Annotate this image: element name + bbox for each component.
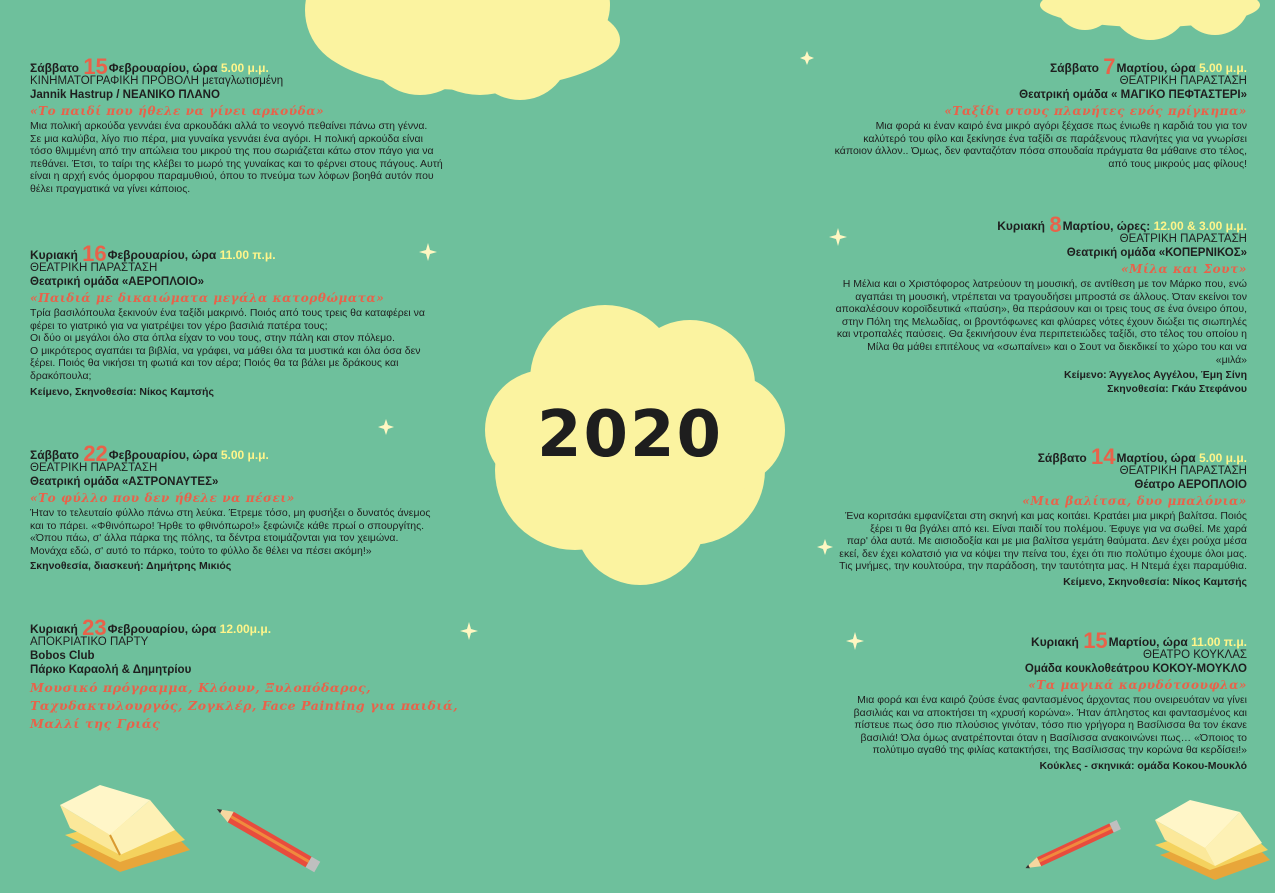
book-icon (1155, 800, 1270, 880)
top-right-cloud (1040, 0, 1260, 40)
event-mar-15 (745, 628, 1247, 773)
event-group: Θεατρική ομάδα «ΑΕΡΟΠΛΟΙΟ» (30, 276, 205, 288)
event-group: Bobos Club (30, 650, 95, 662)
event-feb-22 (30, 441, 510, 573)
event-group: Θέατρο ΑΕΡΟΠΛΟΙΟ (1134, 479, 1247, 491)
event-date: Σάββατο 14Μαρτίου, ώρα 5.00 μ.μ. (1037, 444, 1247, 469)
event-title: «Το παιδί που ήθελε να γίνει αρκούδα» (30, 104, 325, 118)
event-date: Κυριακή 15Μαρτίου, ώρα 11.00 π.μ. (1031, 628, 1247, 653)
event-group: Θεατρική ομάδα «ΚΟΠΕΡΝΙΚΟΣ» (1066, 247, 1247, 259)
pencil-icon (1023, 820, 1121, 873)
event-description: Η Μέλια και ο Χριστόφορος λατρεύουν τη μουσική, σε αντίθεση με τον Μάρκο που, ενώ αγαπάει τη μουσική, ντρέπεται να τραγουδήσει μπροστά σε άλλους. Όταν εκείνοι τον αποκαλέσουν κοροϊδευτικά «παύση», θα περάσουν και οι τρεις τους σε ένα όνειρο όπου, στην Πόλη της Μελωδίας, οι βροντόφωνες και φλύαρες νότες έχουν διώξει τις σιωπηλές και ντροπαλές παύσεις. Θα ξεκινήσουν ένα περιπετειώδες ταξίδι, στο τέλος του οποίου η Μίλα θα μάθει επιτέλους να «σωπαίνει» και ο Σουτ να διεκδικεί το χώρο του και να «μιλά» (835, 278, 1247, 366)
event-title: «Μια βαλίτσα, δυο μπαλόνια» (1022, 494, 1247, 508)
event-title: «Παιδιά με δικαιώματα μεγάλα κατορθώματα» (30, 291, 385, 305)
event-category: ΚΙΝΗΜΑΤΟΓΡΑΦΙΚΗ ΠΡΟΒΟΛΗ μεταγλωτισμένη (30, 75, 284, 87)
book-icon (60, 785, 190, 872)
event-credit: Κείμενο, Σκηνοθεσία: Νίκος Καμτσής (1063, 575, 1247, 588)
event-date: Κυριακή 16Φεβρουαρίου, ώρα 11.00 π.μ. (30, 241, 276, 266)
event-feb-16 (30, 241, 510, 399)
event-title: «Το φύλλο που δεν ήθελε να πέσει» (30, 491, 295, 505)
event-description: Μια φορά κι έναν καιρό ένα μικρό αγόρι ξέχασε πως ένιωθε η καρδιά του για τον καλύτερό του φίλο και ξεκίνησε ένα ταξίδι σε παράξενους πλανήτες για να γνωρίσει κάποιον άλλον.. Όμως, δεν φανταζόταν πόσα σπουδαία πράγματα θα μάθαινε στο τέλος, από τους μικρούς μας φίλους! (834, 120, 1247, 170)
event-category: ΘΕΑΤΡΙΚΗ ΠΑΡΑΣΤΑΣΗ (1119, 75, 1247, 87)
event-group: Ομάδα κουκλοθεάτρου ΚΟΚΟΥ-ΜΟΥΚΛΟ (1024, 663, 1247, 675)
event-title: «Τα μαγικά καρυδότσουφλα» (1028, 678, 1247, 692)
event-credit: Κούκλες - σκηνικά: ομάδα Κοκου-Μουκλό (1039, 759, 1247, 772)
event-description: Τρία βασιλόπουλα ξεκινούν ένα ταξίδι μακρινό. Ποιός από τους τρεις θα καταφέρει να φέρει το γιατρικό για να γιατρέψει τον γέρο βασιλιά πατέρα τους; Οι δύο οι μεγάλοι όλο στα όπλα είχαν το νου τους, στην πάλη και στον πόλεμο. Ο μικρότερος αγαπάει τα βιβλία, να γράφει, να μάθει όλα τα μυστικά και όλα όσα δεν ξέρει. Ποιός θα νικήσει τη φωτιά και τον αέρα; Ποιός θα τα βάλει με δράκους και δρακόπουλα; (30, 307, 425, 382)
event-mar-8 (745, 212, 1247, 396)
event-description: Ένα κοριτσάκι εμφανίζεται στη σκηνή και μας κοιτάει. Κρατάει μια μικρή βαλίτσα. Ποιός ξέρει τι θα βγάλει από κει. Είναι παιδί του πολέμου. Έφυγε για να σωθεί. Με χαρά παρ' όλα αυτά. Με αισιοδοξία και με μια βαλίτσα γεμάτη θαύματα. Δεν έχει ρούχα μέσα εκεί, δεν έχει κολατσιό για να κόψει την πείνα του, έχει ότι πιο πολύτιμο έχουμε όλοι μας. Τις μνήμες, την κουλτούρα, την παράδοση, την ταυτότητα μας. Η Ντεμά έχει παραμύθια. (839, 510, 1247, 573)
event-mar-14 (745, 444, 1247, 589)
event-description: Ήταν το τελευταίο φύλλο πάνω στη λεύκα. Έτρεμε τόσο, μη φυσήξει ο δυνατός άνεμος και το πάρει. «Φθινόπωρο! Ήρθε το φθινόπωρο!» ξεφώνιζε κάθε πρωί ο σπουργίτης. «Όπου πάω, σ' άλλα πάρκα της πόλης, τα δέντρα ετοιμάζονται για τον χειμώνα. Μονάχα εδώ, σ' αυτό το πάρκο, τούτο το φύλλο δε θέλει να πέσει ακόμη!» (30, 507, 431, 557)
event-category: ΘΕΑΤΡΙΚΗ ΠΑΡΑΣΤΑΣΗ (1119, 465, 1247, 477)
event-group: Θεατρική ομάδα «ΑΣΤΡΟΝΑΥΤΕΣ» (30, 476, 219, 488)
event-title: «Μίλα και Σουτ» (1120, 262, 1247, 276)
event-credit: Σκηνοθεσία: Γκάυ Στεφάνου (1107, 383, 1247, 396)
event-category: ΘΕΑΤΡΙΚΗ ΠΑΡΑΣΤΑΣΗ (1119, 233, 1247, 245)
event-mar-7 (745, 54, 1247, 170)
event-credit: Κείμενο: Άγγελος Αγγέλου, Έμη Σίνη (1063, 369, 1247, 382)
event-date: Κυριακή 8Μαρτίου, ώρες: 12.00 & 3.00 μ.μ. (997, 212, 1247, 237)
event-date: Κυριακή 23Φεβρουαρίου, ώρα 12.00μ.μ. (30, 615, 272, 640)
event-description: Μια πολική αρκούδα γεννάει ένα αρκουδάκι αλλά το νεογνό πεθαίνει πάνω στη γέννα. Σε μια καλύβα, λίγο πιο πέρα, μια γυναίκα γεννάει ένα αγόρι. Η πολική αρκούδα είναι τόσο θλιμμένη από την απώλεια του μικρού της που σωριάζεται κάτω στον πάγο για να πεθάνει. Έτσι, το ταίρι της κλέβει το μωρό της γυναίκας και το φέρνει στους πάγους. Αυτή είναι η αρχή ενός όμορφου παραμυθιού, όπου το πνεύμα των λόφων βοηθά αυτόν που θέλει πραγματικά να γίνει κάποιος. (30, 120, 443, 195)
event-date: Σάββατο 15Φεβρουαρίου, ώρα 5.00 μ.μ. (30, 54, 269, 79)
event-title: «Ταξίδι στους πλανήτες ενός πρίγκηπα» (944, 104, 1247, 118)
year-title: 2020 (536, 398, 724, 472)
event-category: ΘΕΑΤΡΙΚΗ ΠΑΡΑΣΤΑΣΗ (30, 262, 158, 274)
event-credit: Κείμενο, Σκηνοθεσία: Νίκος Καμτσής (30, 385, 214, 398)
pencil-icon (214, 804, 320, 872)
event-category: ΘΕΑΤΡΙΚΗ ΠΑΡΑΣΤΑΣΗ (30, 462, 158, 474)
event-program: Μουσικό πρόγραμμα, Κλόουν, Ξυλοπόδαρος, Ταχυδακτυλουργός, Ζογκλέρ, Face Painting για παιδιά, Μαλλί της Γριάς (30, 680, 459, 731)
event-description: Μια φορά και ένα καιρό ζούσε ένας φαντασμένος άρχοντας που ονειρευόταν να γίνει βασιλιάς και να αποκτήσει τη «χρυσή κορώνα». Ήταν άπληστος και φαντασμένος και πίστευε πως όσο πιο πλούσιος γινόταν, τόσο πιο γρήγορα η Βασίλισσα θα τον έκανε βασιλιά! Όλα όμως ανατρέπονται όταν η Βασίλισσα ανακοινώνει πως… «Όποιος το πολύτιμο αγαθό της φιλίας κατακτήσει, της Βασίλισσας την κορώνα θα κερδίσει!» (853, 694, 1247, 757)
event-credit: Σκηνοθεσία, διασκευή: Δημήτρης Μικιός (30, 560, 232, 573)
event-category: ΘΕΑΤΡΟ ΚΟΥΚΛΑΣ (1143, 649, 1247, 661)
event-location: Πάρκο Καραολή & Δημητρίου (30, 664, 192, 676)
event-date: Σάββατο 7Μαρτίου, ώρα 5.00 μ.μ. (1049, 54, 1247, 79)
event-group: Θεατρική ομάδα « ΜΑΓΙΚΟ ΠΕΦΤΑΣΤΕΡΙ» (1019, 89, 1247, 101)
event-feb-15 (30, 54, 510, 196)
event-feb-23 (30, 615, 510, 734)
event-category: ΑΠΟΚΡΙΑΤΙΚΟ ΠΑΡΤΥ (30, 636, 149, 648)
event-date: Σάββατο 22Φεβρουαρίου, ώρα 5.00 μ.μ. (30, 441, 269, 466)
event-group: Jannik Hastrup / ΝΕΑΝΙΚΟ ΠΛΑΝΟ (30, 89, 220, 101)
sparkle-icon (378, 419, 394, 435)
